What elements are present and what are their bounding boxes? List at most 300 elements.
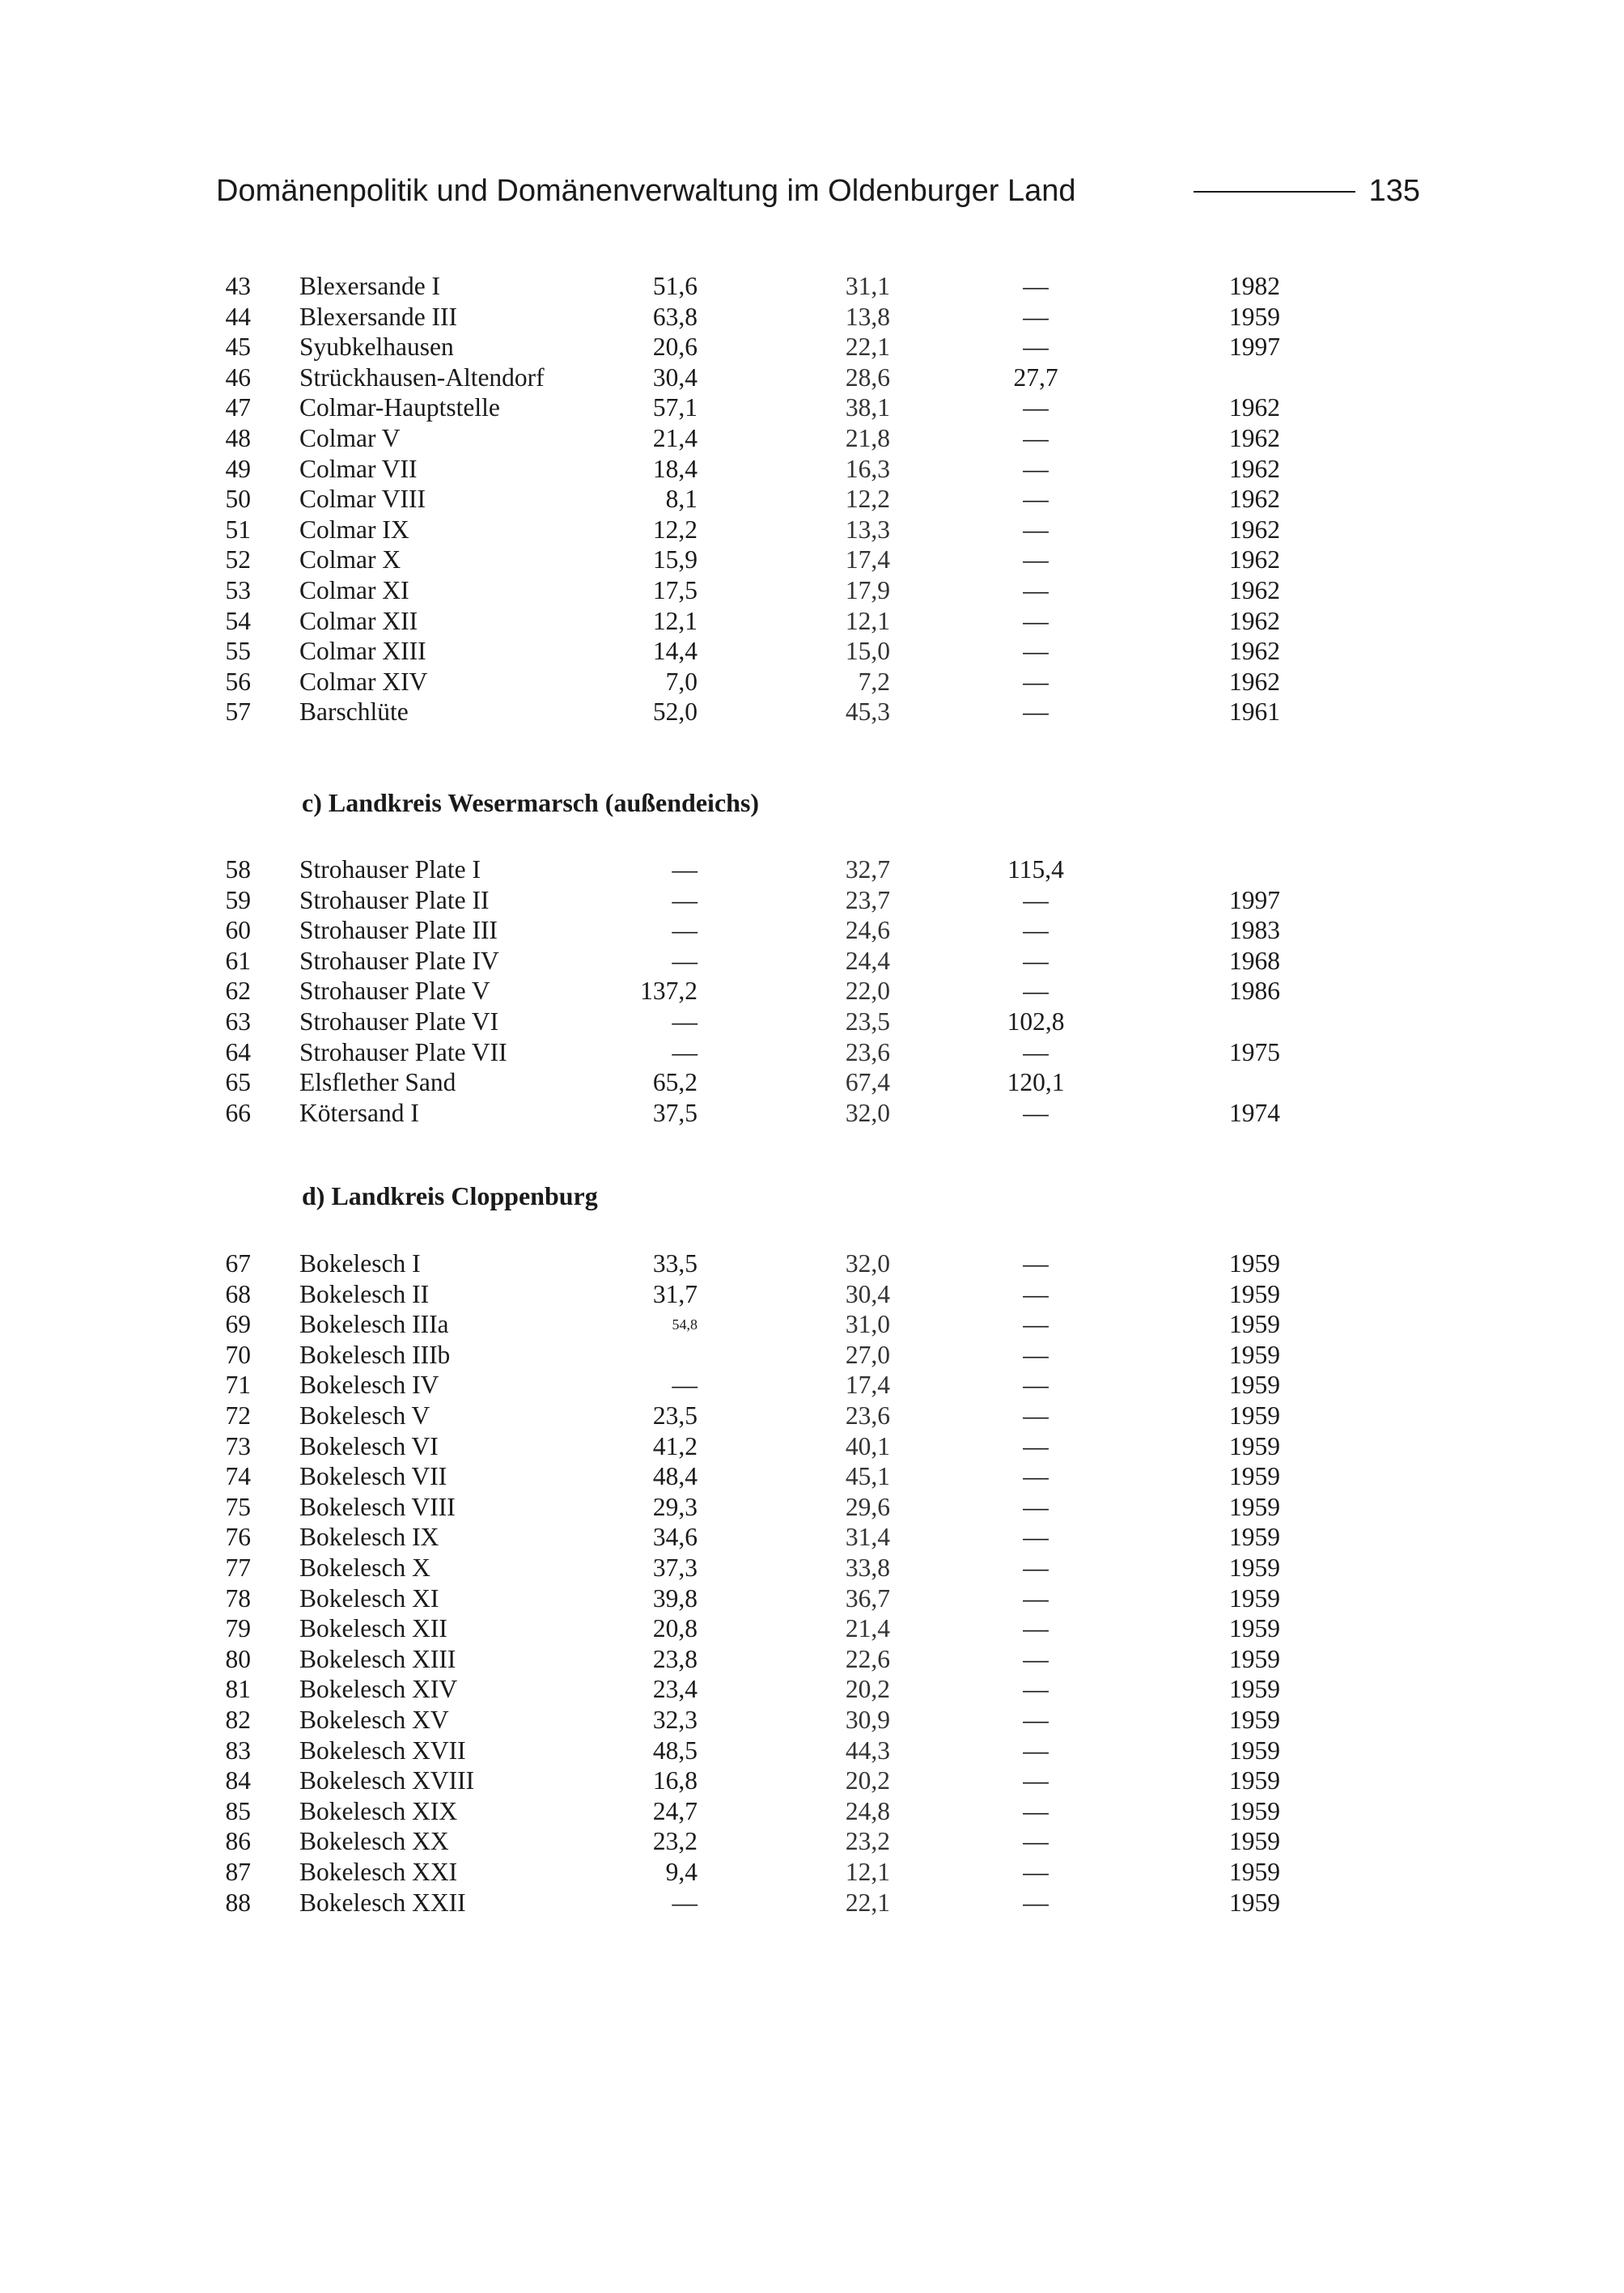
header-title: Domänenpolitik und Domänenverwaltung im Oldenburger Land [216,174,1076,208]
row-number: 83 [225,1736,251,1765]
value-c: — [1023,576,1049,604]
value-a: 37,3 [652,1553,698,1582]
row-number: 75 [225,1492,251,1521]
value-c: 102,8 [1007,1007,1065,1036]
value-b: 22,1 [845,1888,890,1917]
estate-name: Kötersand I [299,1098,419,1127]
year: 1962 [1229,667,1280,696]
row-number: 86 [225,1827,251,1856]
estate-name: Bokelesch XXII [299,1888,466,1917]
row-number: 59 [225,885,251,914]
value-b: 20,2 [845,1766,890,1795]
value-c: — [1023,1098,1049,1127]
value-c: — [1023,1462,1049,1491]
value-b: 67,4 [845,1068,890,1097]
value-a: 30,4 [652,362,698,392]
value-c: — [1023,1340,1049,1369]
value-b: 7,2 [858,667,890,696]
estate-name: Colmar-Hauptstelle [299,393,500,422]
value-c: — [1023,485,1049,514]
row-number: 57 [225,697,251,727]
table-row [0,332,1624,362]
value-c: — [1023,916,1049,945]
table-row [0,1888,1624,1918]
value-c: — [1023,1492,1049,1521]
table-row [0,1461,1624,1492]
estate-name: Colmar IX [299,515,409,544]
value-b: 15,0 [845,637,890,666]
value-a: 15,9 [652,545,698,574]
value-b: 30,9 [845,1706,890,1734]
value-b: 22,1 [845,333,890,362]
estate-name: Strohauser Plate VI [299,1007,499,1036]
value-c: — [1023,697,1049,727]
row-number: 88 [225,1888,251,1917]
value-b: 12,1 [845,1858,890,1886]
row-number: 50 [225,485,251,514]
estate-name: Blexersande III [299,302,458,331]
value-a: — [672,1007,698,1036]
table-row [0,1553,1624,1583]
estate-name: Strohauser Plate I [299,855,481,884]
estate-name: Bokelesch V [299,1401,430,1430]
value-a: 20,8 [652,1614,698,1643]
estate-name: Strohauser Plate III [299,916,498,945]
value-b: 32,7 [845,855,890,884]
row-number: 81 [225,1675,251,1704]
table-row [0,1067,1624,1098]
value-a: 31,7 [652,1279,698,1308]
year: 1959 [1229,302,1280,331]
estate-name: Strohauser Plate V [299,977,490,1006]
value-a: 21,4 [652,424,698,452]
value-b: 12,2 [845,485,890,514]
year: 1959 [1229,1796,1280,1825]
value-a: 23,5 [652,1401,698,1430]
value-c: — [1023,1736,1049,1765]
value-c: — [1023,885,1049,914]
year: 1982 [1229,272,1280,300]
year: 1959 [1229,1766,1280,1795]
year: 1962 [1229,637,1280,666]
value-c: — [1023,333,1049,362]
table-row [0,1248,1624,1279]
value-a: 23,8 [652,1644,698,1673]
table-row [0,636,1624,667]
year: 1962 [1229,576,1280,604]
row-number: 85 [225,1796,251,1825]
value-c: — [1023,1523,1049,1552]
value-c: — [1023,1553,1049,1582]
value-c: — [1023,1706,1049,1734]
value-a: 57,1 [652,393,698,422]
value-b: 20,2 [845,1675,890,1704]
year: 1959 [1229,1431,1280,1460]
row-number: 82 [225,1706,251,1734]
year: 1959 [1229,1827,1280,1856]
value-a: 33,5 [652,1249,698,1278]
value-a: 52,0 [652,697,698,727]
value-b: 31,4 [845,1523,890,1552]
row-number: 46 [225,362,251,392]
section-heading: c) Landkreis Wesermarsch (außendeichs) [302,788,760,817]
value-b: 23,7 [845,885,890,914]
estate-name: Bokelesch VII [299,1462,447,1491]
table-row [0,423,1624,454]
table-row [0,1309,1624,1340]
table-row [0,1765,1624,1796]
table-row [0,697,1624,727]
row-number: 68 [225,1279,251,1308]
estate-name: Colmar XI [299,576,409,604]
value-b: 31,1 [845,272,890,300]
year: 1959 [1229,1644,1280,1673]
value-a: 39,8 [652,1583,698,1613]
table-row [0,946,1624,977]
estate-name: Colmar VIII [299,485,426,514]
page-number: 135 [1368,174,1420,208]
year: 1997 [1229,333,1280,362]
value-b: 23,5 [845,1007,890,1036]
value-b: 13,3 [845,515,890,544]
value-c: — [1023,1401,1049,1430]
value-c: — [1023,1279,1049,1308]
row-number: 63 [225,1007,251,1036]
row-number: 64 [225,1037,251,1066]
table-row [0,271,1624,302]
estate-name: Strohauser Plate IV [299,946,499,975]
value-b: 31,0 [845,1310,890,1339]
value-a: 137,2 [640,977,698,1006]
row-number: 67 [225,1249,251,1278]
row-number: 70 [225,1340,251,1369]
estate-name: Bokelesch IV [299,1371,439,1400]
value-c: — [1023,1614,1049,1643]
estate-name: Colmar VII [299,454,418,483]
value-b: 21,8 [845,424,890,452]
value-c: — [1023,393,1049,422]
row-number: 58 [225,855,251,884]
year: 1959 [1229,1310,1280,1339]
value-c: 115,4 [1007,855,1064,884]
value-b: 28,6 [845,362,890,392]
value-b: 45,1 [845,1462,890,1491]
value-a: 14,4 [652,637,698,666]
year: 1962 [1229,454,1280,483]
value-a: 48,5 [652,1736,698,1765]
value-a: 63,8 [652,302,698,331]
row-number: 44 [225,302,251,331]
value-a: 7,0 [665,667,698,696]
year: 1986 [1229,977,1280,1006]
value-a: 12,2 [652,515,698,544]
year: 1959 [1229,1249,1280,1278]
year: 1962 [1229,515,1280,544]
row-number: 48 [225,424,251,452]
estate-name: Strohauser Plate II [299,885,490,914]
value-c: — [1023,1766,1049,1795]
estate-name: Bokelesch IX [299,1523,439,1552]
table-row [0,1736,1624,1766]
estate-name: Bokelesch X [299,1553,430,1582]
estate-name: Bokelesch XIV [299,1675,458,1704]
year: 1959 [1229,1279,1280,1308]
row-number: 84 [225,1766,251,1795]
table-row [0,1340,1624,1371]
table-row [0,915,1624,946]
row-number: 79 [225,1614,251,1643]
value-a: 12,1 [652,606,698,635]
value-c: — [1023,1431,1049,1460]
value-c: — [1023,1827,1049,1856]
estate-name: Bokelesch XI [299,1583,439,1613]
value-b: 30,4 [845,1279,890,1308]
value-b: 17,4 [845,545,890,574]
value-c: — [1023,1858,1049,1886]
year: 1959 [1229,1340,1280,1369]
value-c: — [1023,1888,1049,1917]
estate-name: Bokelesch IIIb [299,1340,451,1369]
estate-name: Bokelesch XVII [299,1736,466,1765]
row-number: 51 [225,515,251,544]
value-c: — [1023,302,1049,331]
year: 1962 [1229,545,1280,574]
estate-name: Colmar XIV [299,667,428,696]
estate-name: Bokelesch XIX [299,1796,458,1825]
year: 1959 [1229,1492,1280,1521]
value-c: — [1023,1796,1049,1825]
value-a: — [672,885,698,914]
estate-name: Bokelesch I [299,1249,421,1278]
estate-name: Colmar V [299,424,401,452]
table-row [0,454,1624,485]
table-row [0,1522,1624,1553]
value-a: 48,4 [652,1462,698,1491]
year: 1983 [1229,916,1280,945]
value-b: 24,4 [845,946,890,975]
section-heading: d) Landkreis Cloppenburg [302,1181,598,1210]
value-b: 17,4 [845,1371,890,1400]
row-number: 73 [225,1431,251,1460]
row-number: 60 [225,916,251,945]
year: 1959 [1229,1583,1280,1613]
value-b: 23,6 [845,1037,890,1066]
value-a: — [672,1888,698,1917]
row-number: 45 [225,333,251,362]
value-a: 37,5 [652,1098,698,1127]
table-row [0,1705,1624,1736]
value-a: — [672,946,698,975]
value-b: 29,6 [845,1492,890,1521]
row-number: 49 [225,454,251,483]
year: 1959 [1229,1523,1280,1552]
table-row [0,1370,1624,1401]
value-c: — [1023,606,1049,635]
value-c: — [1023,977,1049,1006]
row-number: 62 [225,977,251,1006]
estate-name: Colmar XII [299,606,418,635]
value-b: 23,6 [845,1401,890,1430]
value-b: 45,3 [845,697,890,727]
table-row [0,1007,1624,1037]
estate-name: Bokelesch XV [299,1706,449,1734]
row-number: 69 [225,1310,251,1339]
year: 1959 [1229,1736,1280,1765]
table-row [0,606,1624,637]
row-number: 55 [225,637,251,666]
running-header [216,168,1420,214]
value-b: 44,3 [845,1736,890,1765]
value-b: 32,0 [845,1249,890,1278]
year: 1959 [1229,1401,1280,1430]
estate-name: Bokelesch VIII [299,1492,456,1521]
estate-name: Barschlüte [299,697,409,727]
value-b: 21,4 [845,1614,890,1643]
value-c: — [1023,272,1049,300]
estate-name: Strückhausen-Altendorf [299,362,545,392]
value-a: 41,2 [652,1431,698,1460]
table-row [0,1401,1624,1431]
value-b: 38,1 [845,393,890,422]
value-a: 34,6 [652,1523,698,1552]
table-row [0,667,1624,697]
year: 1997 [1229,885,1280,914]
value-c: 27,7 [1013,362,1058,392]
row-number: 76 [225,1523,251,1552]
value-c: — [1023,515,1049,544]
row-number: 52 [225,545,251,574]
table-row [0,1613,1624,1644]
row-number: 87 [225,1858,251,1886]
year: 1959 [1229,1553,1280,1582]
row-number: 80 [225,1644,251,1673]
year: 1959 [1229,1675,1280,1704]
row-number: 43 [225,272,251,300]
table-row [0,1826,1624,1857]
value-a: 8,1 [665,485,698,514]
estate-name: Bokelesch XII [299,1614,447,1643]
value-a: 29,3 [652,1492,698,1521]
estate-name: Strohauser Plate VII [299,1037,507,1066]
row-number: 66 [225,1098,251,1127]
value-c: — [1023,946,1049,975]
value-b: 23,2 [845,1827,890,1856]
table-row [0,1857,1624,1888]
year: 1962 [1229,606,1280,635]
value-b: 22,6 [845,1644,890,1673]
year: 1961 [1229,697,1280,727]
value-b: 13,8 [845,302,890,331]
table-row [0,545,1624,575]
table-row [0,302,1624,333]
estate-name: Bokelesch IIIa [299,1310,449,1339]
value-b: 17,9 [845,576,890,604]
value-c: — [1023,637,1049,666]
year: 1959 [1229,1614,1280,1643]
estate-name: Syubkelhausen [299,333,454,362]
value-a: 24,7 [652,1796,698,1825]
value-a: 32,3 [652,1706,698,1734]
table-row [0,1037,1624,1068]
value-a: 9,4 [665,1858,698,1886]
year: 1975 [1229,1037,1280,1066]
estate-name: Bokelesch XXI [299,1858,458,1886]
year: 1962 [1229,485,1280,514]
value-a: — [672,1371,698,1400]
value-a: 17,5 [652,576,698,604]
estate-name: Bokelesch XVIII [299,1766,475,1795]
value-b: 24,6 [845,916,890,945]
value-a: 16,8 [652,1766,698,1795]
estate-name: Bokelesch XIII [299,1644,456,1673]
value-c: — [1023,1037,1049,1066]
estate-name: Colmar X [299,545,401,574]
value-a: 54,8 [672,1316,698,1333]
header-rule [1194,191,1355,193]
table-row [0,362,1624,393]
estate-name: Bokelesch VI [299,1431,439,1460]
value-a: 20,6 [652,333,698,362]
value-c: — [1023,1583,1049,1613]
table-row [0,484,1624,515]
row-number: 53 [225,576,251,604]
value-c: — [1023,1644,1049,1673]
value-c: 120,1 [1007,1068,1065,1097]
value-a: 23,4 [652,1675,698,1704]
value-a: 18,4 [652,454,698,483]
row-number: 71 [225,1371,251,1400]
value-b: 36,7 [845,1583,890,1613]
row-number: 54 [225,606,251,635]
value-c: — [1023,545,1049,574]
row-number: 77 [225,1553,251,1582]
year: 1959 [1229,1706,1280,1734]
value-b: 16,3 [845,454,890,483]
value-a: 23,2 [652,1827,698,1856]
estate-name: Bokelesch XX [299,1827,449,1856]
row-number: 61 [225,946,251,975]
year: 1959 [1229,1462,1280,1491]
estate-name: Bokelesch II [299,1279,430,1308]
value-b: 40,1 [845,1431,890,1460]
table-row [0,1492,1624,1523]
table-row [0,392,1624,423]
row-number: 47 [225,393,251,422]
row-number: 74 [225,1462,251,1491]
value-a: — [672,855,698,884]
table-row [0,1644,1624,1675]
year: 1959 [1229,1858,1280,1886]
value-c: — [1023,1310,1049,1339]
table-row [0,1583,1624,1614]
year: 1959 [1229,1888,1280,1917]
row-number: 56 [225,667,251,696]
value-c: — [1023,1371,1049,1400]
table-row [0,515,1624,545]
estate-name: Colmar XIII [299,637,426,666]
table-row [0,976,1624,1007]
table-row [0,1796,1624,1827]
value-a: 51,6 [652,272,698,300]
table-row [0,575,1624,606]
value-b: 33,8 [845,1553,890,1582]
value-c: — [1023,1675,1049,1704]
value-c: — [1023,1249,1049,1278]
year: 1962 [1229,393,1280,422]
value-b: 12,1 [845,606,890,635]
row-number: 65 [225,1068,251,1097]
value-a: — [672,916,698,945]
